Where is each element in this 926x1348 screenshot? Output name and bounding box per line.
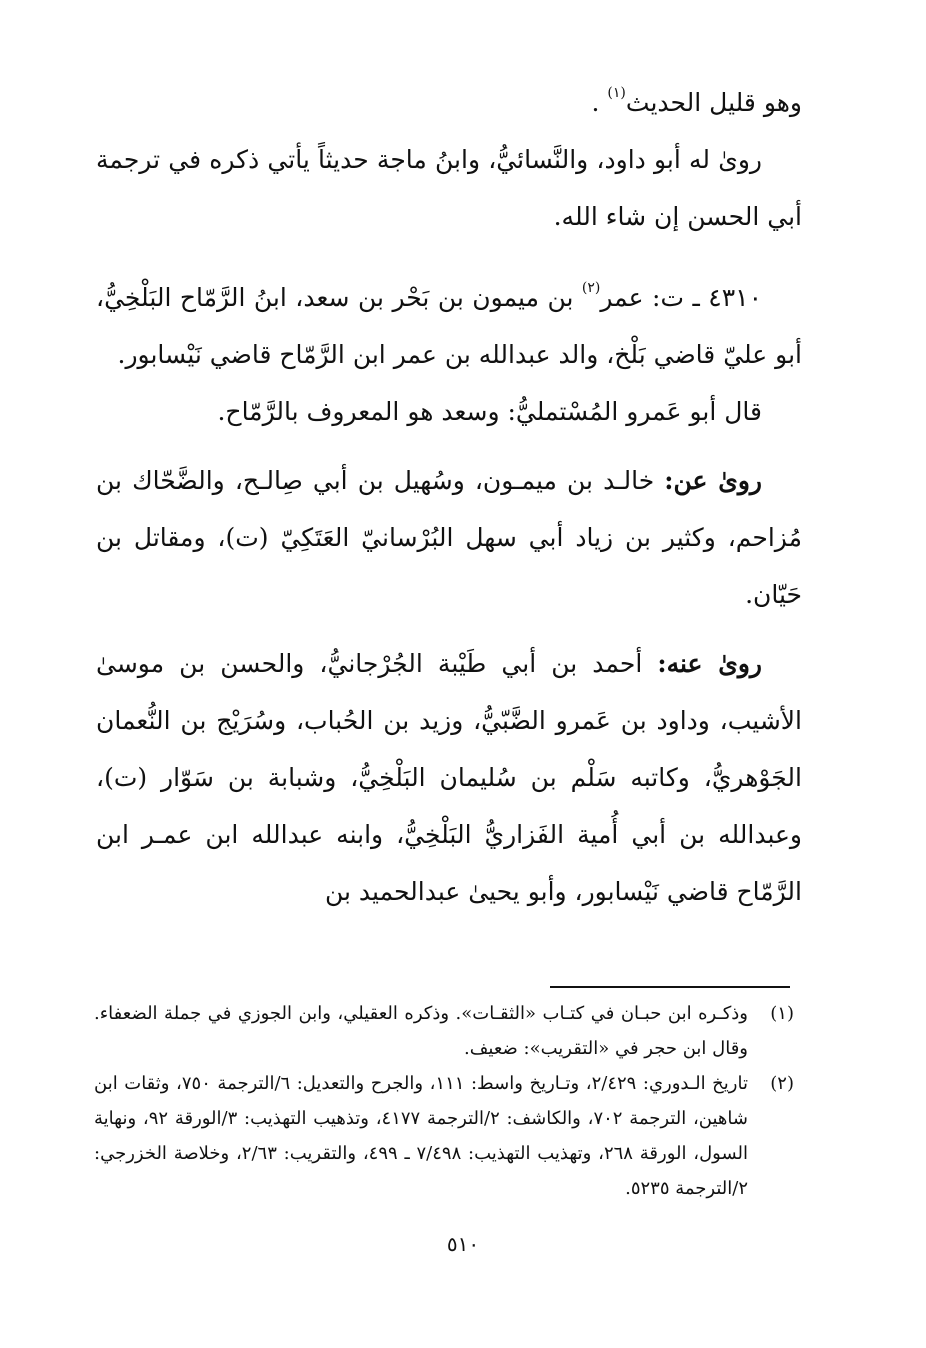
- narrated-from-text: خالـد بن ميمـون، وسُهيل بن أبي صِالـح، والضَّحّاك بن مُزاحم، وكثير بن زياد أبي سهل البُرْسانيّ العَتَكِيّ (ت)، ومقاتل بن حَيّان.: [96, 466, 802, 609]
- footnote-text: وذكـره ابن حبـان في كتـاب «الثقـات». وذكره العقيلي، وابن الجوزي في جملة الضعفاء. وقال ابن حجر في «التقريب»: ضعيف.: [94, 1003, 748, 1059]
- narrated-from: [96, 452, 802, 623]
- narrated-from-label: رویٰ عن:: [664, 466, 763, 495]
- entry-text: بن ميمون بن بَحْر بن سعد، ابنُ الرَّمّاح البَلْخِيُّ، أبو عليّ قاضي بَلْخ، والد عبدالله بن عمر ابن الرَّمّاح قاضي نَيْسابور.: [96, 283, 802, 369]
- page-number: ٥١٠: [446, 1232, 480, 1256]
- paragraph-1-text: وهو قليل الحديث: [625, 88, 802, 117]
- paragraph-4: قال أبو عَمرو المُسْتمليُّ: وسعد هو المعروف بالرَّمّاح.: [217, 397, 762, 426]
- footnote-divider: [550, 986, 790, 988]
- footnote-text: تاريخ الـدوري: ٢/٤٢٩، وتـاريخ واسط: ١١١، والجرح والتعديل: ٦/الترجمة ٧٥٠، وثقات ابن شاهين، الترجمة ٧٠٢، والكاشف: ٢/الترجمة ٤١٧٧، وتذهيب التهذيب: ٣/الورقة ٩٢، ونهاية السول، الورقة ٢٦٨، وتهذيب التهذيب: ٧/٤٩٨ ـ ٤٩٩، والتقريب: ٢/٦٣، وخلاصة الخزرجي: ٢/الترجمة ٥٢٣٥.: [94, 1073, 749, 1199]
- paragraph-1: [96, 74, 802, 131]
- footnote-ref-2: (٢): [581, 280, 601, 296]
- main-text: [96, 74, 802, 920]
- footnote-number: (٢): [770, 1073, 794, 1094]
- footnote-number: (١): [770, 1003, 794, 1024]
- entry-number: ٤٣١٠ ـ ت: عمر: [600, 283, 762, 312]
- narrated-by-text: أحمد بن أبي طَيْبة الجُرْجانيُّ، والحسن بن موسىٰ الأشيب، وداود بن عَمرو الضَّبّيُّ، وزيد بن الحُباب، وسُرَيْج بن النُّعمان الجَوْهريُّ، وكاتبه سَلْم بن سُليمان البَلْخِيُّ، وشبابة بن سَوّار (ت)، وعبدالله بن أبي أُمية الفَزاريُّ البَلْخِيُّ، وابنه عبدالله ابن عمـر ابن الرَّمّاح قاضي نَيْسابور، وأبو يحيىٰ عبدالحميد بن: [96, 649, 802, 906]
- footnote-2: [94, 1066, 794, 1206]
- footnotes: [94, 996, 794, 1206]
- paragraph-1-end: .: [591, 88, 608, 117]
- narrated-by: [96, 635, 802, 920]
- narrated-by-label: رویٰ عنه:: [657, 649, 762, 678]
- paragraph-2: رویٰ له أبو داود، والنَّسائيُّ، وابنُ ماجة حديثاً يأتي ذكره في ترجمة أبي الحسن إن شاء الله.: [96, 145, 802, 231]
- footnote-ref-1: (١): [607, 85, 626, 101]
- entry-4310: [96, 269, 802, 383]
- footnote-1: [94, 996, 794, 1066]
